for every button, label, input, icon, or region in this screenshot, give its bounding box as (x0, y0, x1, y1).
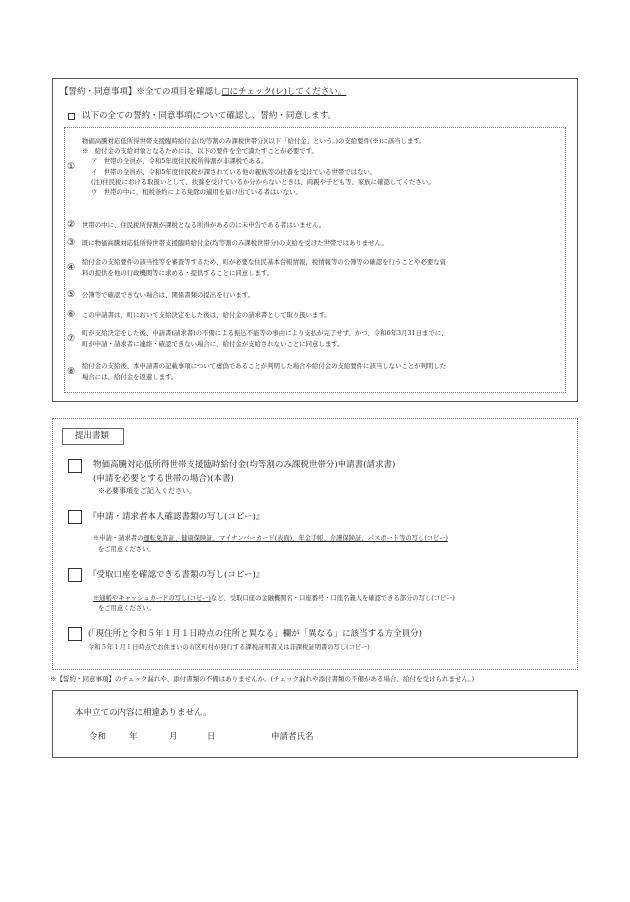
pledge-item-line: 町が申請・請求者に連絡・確認できない場合に、給付金が支給されないことに同意します。 (82, 340, 344, 348)
document-checkbox-application[interactable] (68, 459, 82, 473)
footer-note: ※【誓約・同意事項】のチェック漏れや、添付書類の不備はありませんか。(チェック漏れや添付書類の不備がある場合、給付を受けられません。) (50, 675, 475, 683)
confirm-all-text: 以下の全ての誓約・同意事項について確認し、誓約・同意します。 (82, 111, 337, 121)
pledge-item-line: ウ 世帯の中に、租税条約による免除の適用を届け出ている者はいない。 (91, 188, 302, 196)
document-bank-note (93, 596, 455, 602)
document-application-subtitle: (申請を必要とする世帯の場合)(本書) (93, 474, 234, 484)
pledge-item-number: ⑧ (67, 366, 76, 377)
document-checkbox-tax-certificate[interactable] (68, 627, 82, 641)
confirm-all-checkbox[interactable] (68, 113, 75, 120)
date-day-label: 日 (207, 732, 216, 742)
document-bank-title: 『受取口座を確認できる書類の写し(コピー)』 (88, 570, 265, 580)
pledge-item-number: ① (67, 161, 76, 172)
declaration-section (52, 690, 578, 758)
document-identity-note (93, 536, 448, 542)
document-identity-title: 『申請・請求者本人確認書類の写し(コピー)』 (88, 512, 265, 522)
date-era: 令和 (89, 732, 107, 742)
date-month-label: 月 (169, 732, 178, 742)
pledge-item-number: ⑥ (67, 310, 76, 320)
pledge-item-line: 給付金の支給後、本申請書の記載事項について虚偽であることが判明した場合や給付金の支給要件に該当しないことが判明した (82, 362, 447, 370)
date-year-label: 年 (129, 732, 138, 742)
document-tax-title: (「現住所と令和５年１月１日時点の住所と異なる」欄が「異なる」に該当する方全員分) (88, 629, 422, 639)
pledge-item-line: ※ 給付金の支給対象となるためには、以下の要件を全て満たすことが必要です。 (82, 147, 318, 156)
bank-note-rest: など、受取口座の金融機関名・口座番号・口座名義人を確認できる部分の写し(コピー) (210, 595, 455, 602)
pledge-item-number: ③ (67, 238, 76, 248)
document-application-title: 物価高騰対応低所得世帯支援臨時給付金(均等割のみ課税世帯分)申請書(請求書) (93, 460, 396, 470)
document-application-note: ※必要事項をご記入ください。 (98, 487, 196, 495)
pledge-item-line: イ 世帯の全員が、令和5年度住民税が課されている他の親族等の扶養を受けている世帯ではない。 (91, 167, 377, 176)
pledge-item-line: この申請書は、町において支給決定をした後は、給付金の請求書として取り扱います。 (82, 311, 331, 319)
pledge-item-number: ⑤ (67, 290, 76, 300)
declaration-text: 本申立ての内容に相違ありません。 (75, 708, 212, 718)
pledge-item-number: ⑦ (67, 333, 76, 344)
pledge-item-line: 物価高騰対応低所得世帯支援臨時給付金(均等割のみ課税世帯分)(以下「給付金」という。)の支給要件(※)に該当します。 (82, 137, 426, 145)
pledge-item-line: 世帯の中に、住民税所得割が課税となる所得があるのに未申告である者はいません。 (82, 221, 326, 229)
documents-title: 提出書類 (75, 431, 110, 441)
pledge-item-line: 場合には、給付金を返還します。 (82, 373, 178, 381)
pledge-header-instruction: □にチェック(レ)してください。 (221, 87, 347, 97)
pledge-item-number: ② (67, 220, 76, 230)
document-bank-note-line2: をご用意ください。 (98, 605, 155, 612)
document-checkbox-bank[interactable] (68, 568, 82, 582)
applicant-name-label: 申請者氏名 (271, 732, 314, 742)
pledge-header-text: 【誓約・同意事項】※全ての項目を確認し (60, 87, 222, 97)
identity-note-docs: 運転免許証、健康保険証、マイナンバーカード(表面)、年金手帳、介護保険証、パスポート等の写し(コピー) (143, 535, 448, 542)
pledge-item-line: 既に物価高騰対応低所得世帯支援臨時給付金(均等割のみ課税世帯分)の支給を受けた世帯ではありません。 (82, 239, 388, 247)
pledge-item-line: 町が支給決定をした後、申請書(請求書)の不備による振込不能等の事由により支払が完了せず、かつ、令和6年3月31日までに、 (82, 329, 448, 337)
pledge-item-line: (注)住民税における取扱いとして、扶養を受けているか分からないときは、両親や子ども等、家族に確認してください。 (91, 177, 435, 186)
document-identity-note-line2: をご用意ください。 (98, 546, 155, 553)
pledge-header (60, 88, 346, 97)
pledge-item-number: ④ (67, 262, 76, 273)
identity-note-prefix: ※申請・請求者の (93, 535, 144, 542)
pledge-item-line: 公簿等で確認できない場合は、関係書類の提出を行います。 (82, 291, 255, 299)
document-checkbox-identity[interactable] (68, 510, 82, 524)
pledge-item-line: 給付金の支給要件の該当性等を審査等するため、町が必要な住民基本台帳情報、税情報等の公簿等の確認を行うことや必要な資 (82, 258, 447, 266)
bank-note-docs: ※通帳やキャッシュカードの写し(コピー) (93, 595, 211, 602)
pledge-item-line: 料の提供を他の行政機関等に求める・提供することに同意します。 (82, 269, 274, 277)
document-tax-note: 令和５年１月１日時点でお住まいの市区町村が発行する課税証明書又は非課税証明書の写し(コピー) (88, 644, 370, 651)
pledge-item-line: ア 世帯の全員が、令和5年度住民税所得割が非課税である。 (91, 157, 268, 166)
